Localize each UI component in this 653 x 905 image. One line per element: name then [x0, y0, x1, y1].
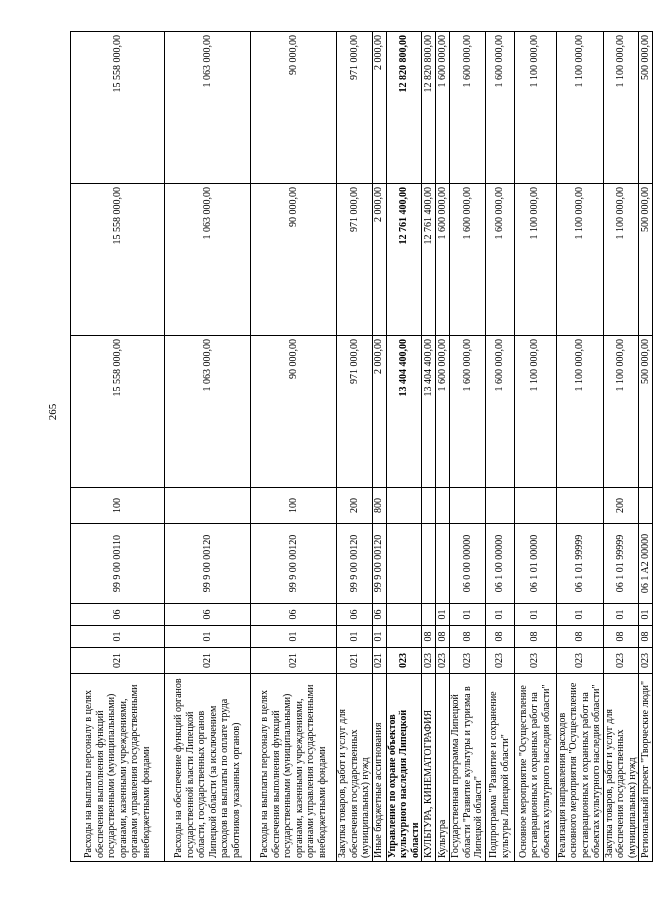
row-sum-year3: 12 820 800,00	[422, 32, 436, 184]
row-sum-year3: 971 000,00	[337, 32, 373, 184]
row-name: Иные бюджетные ассигнования	[372, 674, 386, 862]
row-name: Закупка товаров, работ и услуг для обеспечения государственных (муниципальных) нужд	[603, 674, 639, 862]
row-target-article: 99 9 00 00120	[372, 524, 386, 604]
row-sum-year3: 1 100 000,00	[556, 32, 603, 184]
page-number: 265	[47, 403, 59, 421]
row-expense-type: 100	[71, 488, 165, 524]
row-sum-year1: 15 558 000,00	[71, 336, 165, 488]
row-name: Основное мероприятие "Осуществление реставрационных и охранных работ на объектах культурного наследия области"	[514, 674, 556, 862]
row-admin-code: 023	[422, 648, 436, 674]
row-sum-year2: 1 600 000,00	[450, 184, 486, 336]
row-section-code: 01	[337, 626, 373, 648]
table-row	[556, 32, 603, 862]
row-sum-year1: 1 600 000,00	[485, 336, 514, 488]
row-expense-type	[450, 488, 486, 524]
row-section-code: 08	[485, 626, 514, 648]
row-target-article: 99 9 00 00120	[337, 524, 373, 604]
row-section-code: 08	[436, 626, 450, 648]
row-expense-type	[386, 488, 422, 524]
row-target-article: 06 1 01 00000	[514, 524, 556, 604]
row-sum-year3: 1 100 000,00	[514, 32, 556, 184]
row-target-article: 06 1 01 99999	[603, 524, 639, 604]
row-sum-year2: 12 761 400,00	[422, 184, 436, 336]
row-section-code: 01	[71, 626, 165, 648]
row-sum-year2: 12 761 400,00	[386, 184, 422, 336]
row-expense-type	[436, 488, 450, 524]
row-sum-year3: 1 600 000,00	[450, 32, 486, 184]
row-expense-type: 200	[337, 488, 373, 524]
row-section-code: 08	[514, 626, 556, 648]
row-section-code: 08	[450, 626, 486, 648]
row-admin-code: 023	[436, 648, 450, 674]
table-row	[71, 32, 165, 862]
row-sum-year1: 1 600 000,00	[450, 336, 486, 488]
budget-table	[70, 31, 653, 862]
row-section-code: 08	[556, 626, 603, 648]
row-section-code: 01	[165, 626, 251, 648]
row-target-article: 99 9 00 00120	[251, 524, 337, 604]
table-row	[386, 32, 422, 862]
row-subsection-code: 06	[71, 604, 165, 626]
table-row	[603, 32, 639, 862]
row-subsection-code: 01	[603, 604, 639, 626]
row-section-code	[386, 626, 422, 648]
row-target-article: 99 9 00 00110	[71, 524, 165, 604]
row-admin-code: 023	[386, 648, 422, 674]
row-admin-code: 021	[71, 648, 165, 674]
row-name: Подпрограмма "Развитие и сохранение культуры Липецкой области"	[485, 674, 514, 862]
row-section-code: 01	[251, 626, 337, 648]
row-sum-year2: 1 063 000,00	[165, 184, 251, 336]
row-section-code: 08	[639, 626, 653, 648]
row-sum-year1: 971 000,00	[337, 336, 373, 488]
row-subsection-code: 01	[485, 604, 514, 626]
table-row	[372, 32, 386, 862]
row-name: Расходы на обеспечение функций органов государственной власти Липецкой области, государственных органов Липецкой области (за исключением расходов на выплаты по оплате труда работников указанных органов)	[165, 674, 251, 862]
row-sum-year3: 15 558 000,00	[71, 32, 165, 184]
row-admin-code: 021	[372, 648, 386, 674]
row-expense-type	[556, 488, 603, 524]
row-sum-year2: 500 000,00	[639, 184, 653, 336]
table-row	[422, 32, 436, 862]
row-admin-code: 023	[556, 648, 603, 674]
table-row	[337, 32, 373, 862]
row-subsection-code: 01	[556, 604, 603, 626]
row-sum-year1: 500 000,00	[639, 336, 653, 488]
row-expense-type	[422, 488, 436, 524]
row-subsection-code: 06	[337, 604, 373, 626]
row-name: КУЛЬТУРА, КИНЕМАТОГРАФИЯ	[422, 674, 436, 862]
row-sum-year3: 2 000,00	[372, 32, 386, 184]
row-admin-code: 023	[514, 648, 556, 674]
row-name: Реализация направления расходов основного мероприятия "Осуществление реставрационных и охранных работ на объектах культурного наследия области"	[556, 674, 603, 862]
row-name: Региональный проект "Творческие люди"	[639, 674, 653, 862]
table-row	[436, 32, 450, 862]
row-target-article: 06 0 00 00000	[450, 524, 486, 604]
row-sum-year2: 1 600 000,00	[485, 184, 514, 336]
row-subsection-code: 06	[372, 604, 386, 626]
row-sum-year2: 1 100 000,00	[603, 184, 639, 336]
row-sum-year1: 1 100 000,00	[603, 336, 639, 488]
row-sum-year1: 1 600 000,00	[436, 336, 450, 488]
table-row	[514, 32, 556, 862]
row-admin-code: 023	[603, 648, 639, 674]
row-sum-year3: 1 063 000,00	[165, 32, 251, 184]
row-expense-type	[485, 488, 514, 524]
row-expense-type: 100	[251, 488, 337, 524]
row-sum-year3: 12 820 800,00	[386, 32, 422, 184]
row-sum-year1: 1 100 000,00	[514, 336, 556, 488]
row-subsection-code: 01	[639, 604, 653, 626]
row-name: Расходы на выплаты персоналу в целях обеспечения выполнения функций государственными (муниципальными) органами, казенными учреждениями, органами управления государственными внебюджетными фондами	[251, 674, 337, 862]
row-target-article: 06 1 01 99999	[556, 524, 603, 604]
row-sum-year2: 15 558 000,00	[71, 184, 165, 336]
row-subsection-code	[386, 604, 422, 626]
row-subsection-code: 01	[450, 604, 486, 626]
row-sum-year1: 90 000,00	[251, 336, 337, 488]
row-sum-year1: 1 100 000,00	[556, 336, 603, 488]
row-sum-year3: 90 000,00	[251, 32, 337, 184]
row-subsection-code	[422, 604, 436, 626]
row-expense-type	[514, 488, 556, 524]
row-expense-type: 800	[372, 488, 386, 524]
row-subsection-code: 06	[251, 604, 337, 626]
row-target-article	[422, 524, 436, 604]
row-name: Управление по охране объектов культурного наследия Липецкой области	[386, 674, 422, 862]
row-sum-year2: 1 600 000,00	[436, 184, 450, 336]
row-name: Культура	[436, 674, 450, 862]
row-target-article: 06 1 A2 00000	[639, 524, 653, 604]
row-section-code: 01	[372, 626, 386, 648]
row-sum-year3: 500 000,00	[639, 32, 653, 184]
row-section-code: 08	[603, 626, 639, 648]
row-admin-code: 023	[639, 648, 653, 674]
table-row	[251, 32, 337, 862]
row-admin-code: 021	[251, 648, 337, 674]
row-expense-type: 200	[603, 488, 639, 524]
row-target-article: 06 1 00 00000	[485, 524, 514, 604]
row-name: Государственная программа Липецкой области "Развитие культуры и туризма в Липецкой области"	[450, 674, 486, 862]
row-sum-year2: 971 000,00	[337, 184, 373, 336]
table-body	[71, 32, 653, 862]
table-row	[485, 32, 514, 862]
row-sum-year2: 90 000,00	[251, 184, 337, 336]
table-row	[450, 32, 486, 862]
row-sum-year2: 1 100 000,00	[556, 184, 603, 336]
row-expense-type	[639, 488, 653, 524]
table-row	[165, 32, 251, 862]
row-sum-year2: 1 100 000,00	[514, 184, 556, 336]
row-expense-type	[165, 488, 251, 524]
row-name: Закупка товаров, работ и услуг для обеспечения государственных (муниципальных) нужд	[337, 674, 373, 862]
row-sum-year1: 13 404 400,00	[422, 336, 436, 488]
row-target-article	[436, 524, 450, 604]
row-name: Расходы на выплаты персоналу в целях обеспечения выполнения функций государственными (муниципальными) органами, казенными учреждениями, органами управления государственными внебюджетными фондами	[71, 674, 165, 862]
row-subsection-code: 01	[436, 604, 450, 626]
row-target-article: 99 9 00 00120	[165, 524, 251, 604]
row-admin-code: 023	[485, 648, 514, 674]
row-sum-year3: 1 100 000,00	[603, 32, 639, 184]
row-sum-year1: 13 404 400,00	[386, 336, 422, 488]
row-subsection-code: 06	[165, 604, 251, 626]
row-admin-code: 021	[337, 648, 373, 674]
row-sum-year3: 1 600 000,00	[485, 32, 514, 184]
row-target-article	[386, 524, 422, 604]
row-section-code: 08	[422, 626, 436, 648]
row-admin-code: 023	[450, 648, 486, 674]
row-sum-year1: 1 063 000,00	[165, 336, 251, 488]
table-row	[639, 32, 653, 862]
row-sum-year3: 1 600 000,00	[436, 32, 450, 184]
budget-table-container	[70, 32, 651, 862]
row-admin-code: 021	[165, 648, 251, 674]
row-sum-year1: 2 000,00	[372, 336, 386, 488]
row-sum-year2: 2 000,00	[372, 184, 386, 336]
row-subsection-code: 01	[514, 604, 556, 626]
